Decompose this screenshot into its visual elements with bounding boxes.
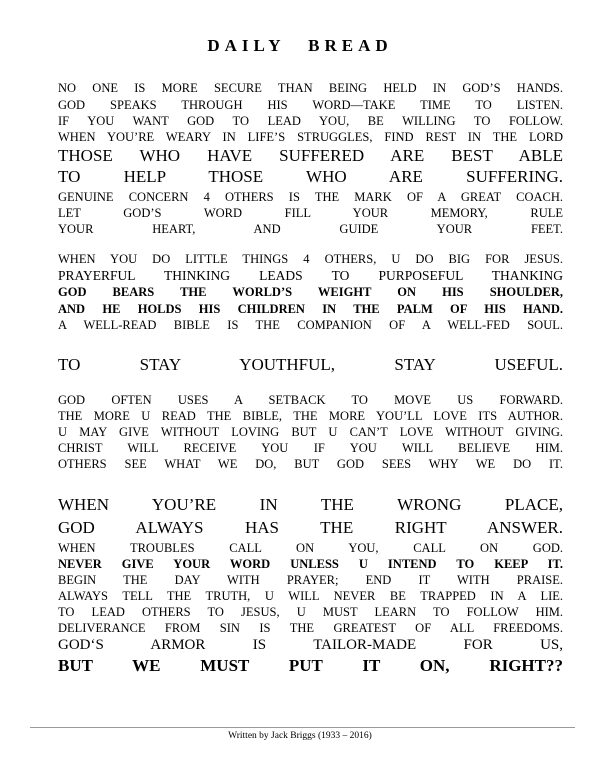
text-line: WHEN TROUBLES CALL ON YOU, CALL ON GOD. — [58, 541, 563, 555]
text-line: THOSE WHO HAVE SUFFERED ARE BEST ABLE — [58, 146, 563, 165]
text-line: WHEN YOU DO LITTLE THINGS 4 OTHERS, U DO BIG FOR JESUS. — [58, 252, 563, 266]
text-line: U MAY GIVE WITHOUT LOVING BUT U CAN’T LOVE WITHOUT GIVING. — [58, 425, 563, 439]
text-line: AND HE HOLDS HIS CHILDREN IN THE PALM OF HIS HAND. — [58, 302, 563, 316]
text-line: GOD BEARS THE WORLD’S WEIGHT ON HIS SHOULDER, — [58, 285, 563, 299]
text-line: GENUINE CONCERN 4 OTHERS IS THE MARK OF A GREAT COACH. — [58, 190, 563, 204]
text-line: BEGIN THE DAY WITH PRAYER; END IT WITH PRAISE. — [58, 573, 563, 587]
text-line: TO HELP THOSE WHO ARE SUFFERING. — [58, 167, 563, 186]
text-line: GOD‘S ARMOR IS TAILOR-MADE FOR US, — [58, 637, 563, 653]
text-line: A WELL-READ BIBLE IS THE COMPANION OF A WELL-FED SOUL. — [58, 318, 563, 332]
text-line: BUT WE MUST PUT IT ON, RIGHT?? — [58, 656, 563, 675]
text-line: NEVER GIVE YOUR WORD UNLESS U INTEND TO KEEP IT. — [58, 557, 563, 571]
text-line: THE MORE U READ THE BIBLE, THE MORE YOU’LL LOVE ITS AUTHOR. — [58, 409, 563, 423]
text-line: GOD OFTEN USES A SETBACK TO MOVE US FORWARD. — [58, 393, 563, 407]
text-line: DELIVERANCE FROM SIN IS THE GREATEST OF ALL FREEDOMS. — [58, 621, 563, 635]
text-line: LET GOD’S WORD FILL YOUR MEMORY, RULE — [58, 206, 563, 220]
text-line: CHRIST WILL RECEIVE YOU IF YOU WILL BELIEVE HIM. — [58, 441, 563, 455]
page-title: DAILY BREAD — [207, 36, 393, 55]
text-line: GOD ALWAYS HAS THE RIGHT ANSWER. — [58, 518, 563, 537]
footer-divider — [30, 727, 575, 728]
text-line: NO ONE IS MORE SECURE THAN BEING HELD IN GOD’S HANDS. — [58, 81, 563, 95]
text-line: PRAYERFUL THINKING LEADS TO PURPOSEFUL THANKING — [58, 268, 563, 283]
text-line: WHEN YOU’RE IN THE WRONG PLACE, — [58, 495, 563, 514]
text-line: YOUR HEART, AND GUIDE YOUR FEET. — [58, 222, 563, 236]
text-line: ALWAYS TELL THE TRUTH, U WILL NEVER BE TRAPPED IN A LIE. — [58, 589, 563, 603]
text-line: OTHERS SEE WHAT WE DO, BUT GOD SEES WHY WE DO IT. — [58, 457, 563, 471]
text-line: GOD SPEAKS THROUGH HIS WORD—TAKE TIME TO LISTEN. — [58, 98, 563, 112]
text-line: IF YOU WANT GOD TO LEAD YOU, BE WILLING TO FOLLOW. — [58, 114, 563, 128]
text-line: TO LEAD OTHERS TO JESUS, U MUST LEARN TO FOLLOW HIM. — [58, 605, 563, 619]
text-line: TO STAY YOUTHFUL, STAY USEFUL. — [58, 355, 563, 374]
footer-credit: Written by Jack Briggs (1933 – 2016) — [228, 731, 372, 741]
text-line: WHEN YOU’RE WEARY IN LIFE’S STRUGGLES, FIND REST IN THE LORD — [58, 130, 563, 144]
